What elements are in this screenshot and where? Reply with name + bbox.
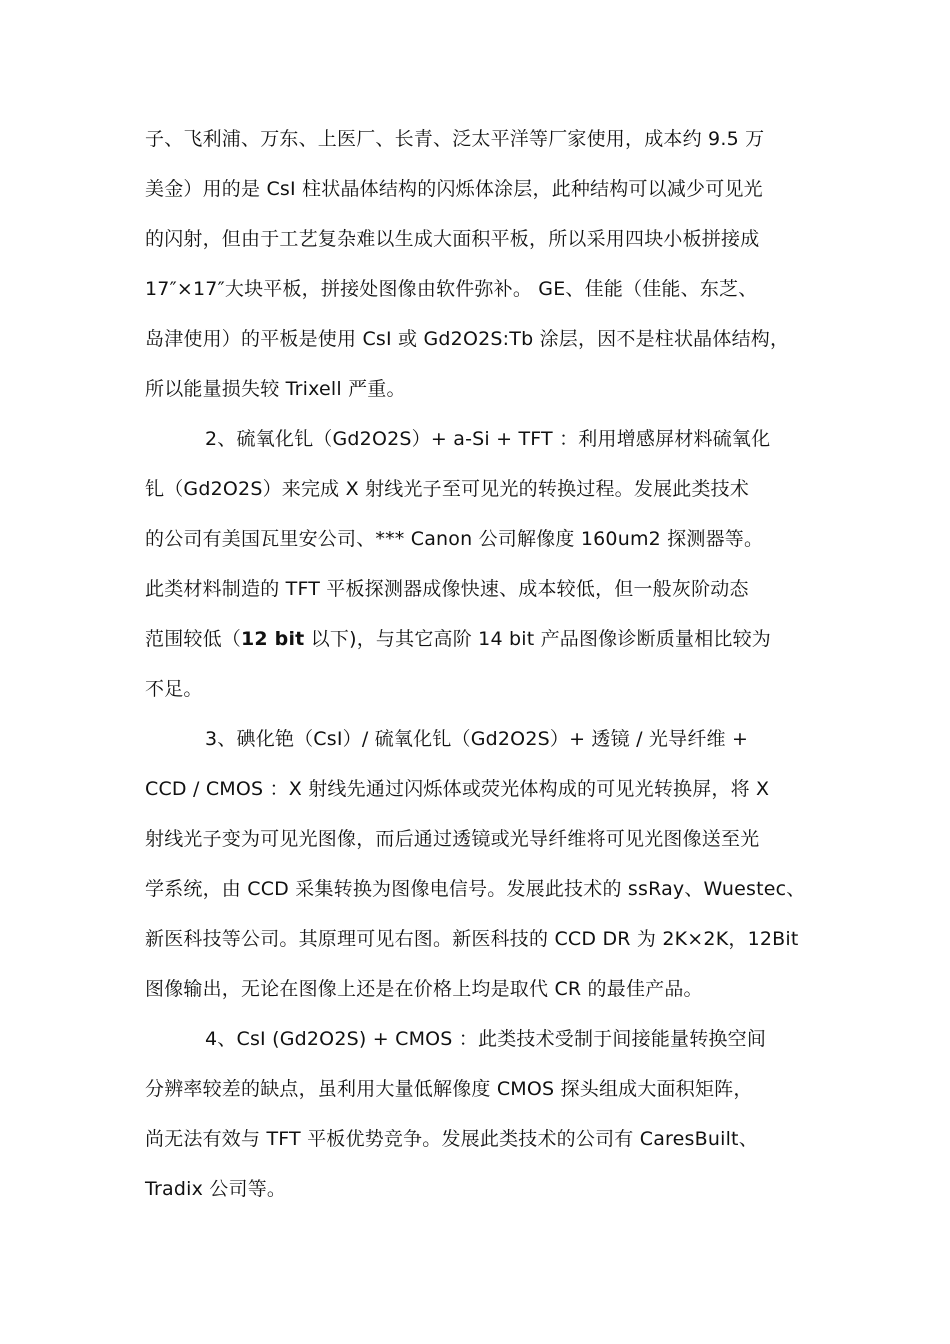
text-line-content: 子、飞利浦、万东、上医厂、长青、泛太平洋等厂家使用，成本约 9.5 万 xyxy=(145,128,765,150)
text-line-content: 所以能量损失较 Trixell 严重。 xyxy=(145,378,406,400)
paragraph-2-first-line xyxy=(205,426,807,452)
text-line-content: 美金）用的是 CsI 柱状晶体结构的闪烁体涂层，此种结构可以减少可见光 xyxy=(145,178,763,200)
text-line xyxy=(145,1126,807,1152)
text-line xyxy=(145,626,807,652)
text-line-content: 的公司有美国瓦里安公司、*** Canon 公司解像度 160um2 探测器等。 xyxy=(145,528,764,550)
paragraph-3-first-line xyxy=(205,726,807,752)
text-line-content: CCD / CMOS ：X 射线先通过闪烁体或荧光体构成的可见光转换屏，将 X xyxy=(145,778,770,800)
text-line xyxy=(145,176,807,202)
text-line-content: 新医科技等公司。其原理可见右图。新医科技的 CCD DR 为 2K×2K，12Bit xyxy=(145,928,799,950)
text-line-content: 此类材料制造的 TFT 平板探测器成像快速、成本较低，但一般灰阶动态 xyxy=(145,578,749,600)
text-line-content: 岛津使用）的平板是使用 CsI 或 Gd2O2S:Tb 涂层，因不是柱状晶体结构， xyxy=(145,328,790,350)
text-line-content: 尚无法有效与 TFT 平板优势竞争。发展此类技术的公司有 CaresBuilt、 xyxy=(145,1128,758,1150)
text-line-content: 射线光子变为可见光图像，而后通过透镜或光导纤维将可见光图像送至光 xyxy=(145,828,760,850)
text-line-content: 图像输出，无论在图像上还是在价格上均是取代 CR 的最佳产品。 xyxy=(145,978,703,1000)
text-line-content: 4、CsI (Gd2O2S) + CMOS ：此类技术受制于间接能量转换空间 xyxy=(205,1028,767,1050)
text-line-content: 17″×17″大块平板，拼接处图像由软件弥补。 GE、佳能（佳能、东芝、 xyxy=(145,278,758,300)
text-line xyxy=(145,576,807,602)
bold-bit-depth: 12 bit xyxy=(241,628,305,650)
text-line xyxy=(145,876,807,902)
text-line xyxy=(145,226,807,252)
text-line xyxy=(145,376,807,402)
text-line-content: 的闪射，但由于工艺复杂难以生成大面积平板，所以采用四块小板拼接成 xyxy=(145,228,760,250)
text-line xyxy=(145,776,807,802)
text-line-content: 范围较低（ xyxy=(145,628,242,650)
text-line xyxy=(145,126,807,152)
paragraph-4-first-line xyxy=(205,1026,807,1052)
text-line xyxy=(145,276,807,302)
text-line xyxy=(145,976,807,1002)
text-line xyxy=(145,1076,807,1102)
text-line xyxy=(145,526,807,552)
text-line-content: 3、碘化铯（CsI）/ 硫氧化钆（Gd2O2S）+ 透镜 / 光导纤维 + xyxy=(205,728,749,750)
text-line xyxy=(145,926,807,952)
text-line-content: 分辨率较差的缺点，虽利用大量低解像度 CMOS 探头组成大面积矩阵， xyxy=(145,1078,753,1100)
text-line-content: 钆（Gd2O2S）来完成 X 射线光子至可见光的转换过程。发展此类技术 xyxy=(145,478,750,500)
text-line-content: Tradix 公司等。 xyxy=(145,1178,287,1200)
text-line-content: 以下)，与其它高阶 14 bit 产品图像诊断质量相比较为 xyxy=(304,628,772,650)
text-line xyxy=(145,1176,807,1202)
text-line xyxy=(145,676,807,702)
text-line xyxy=(145,326,807,352)
text-line-content: 2、硫氧化钆（Gd2O2S）+ a-Si + TFT ：利用增感屏材料硫氧化 xyxy=(205,428,771,450)
text-line xyxy=(145,826,807,852)
text-line-content: 学系统，由 CCD 采集转换为图像电信号。发展此技术的 ssRay、Wuestec、 xyxy=(145,878,806,900)
text-line-content: 不足。 xyxy=(145,678,203,700)
text-line xyxy=(145,476,807,502)
